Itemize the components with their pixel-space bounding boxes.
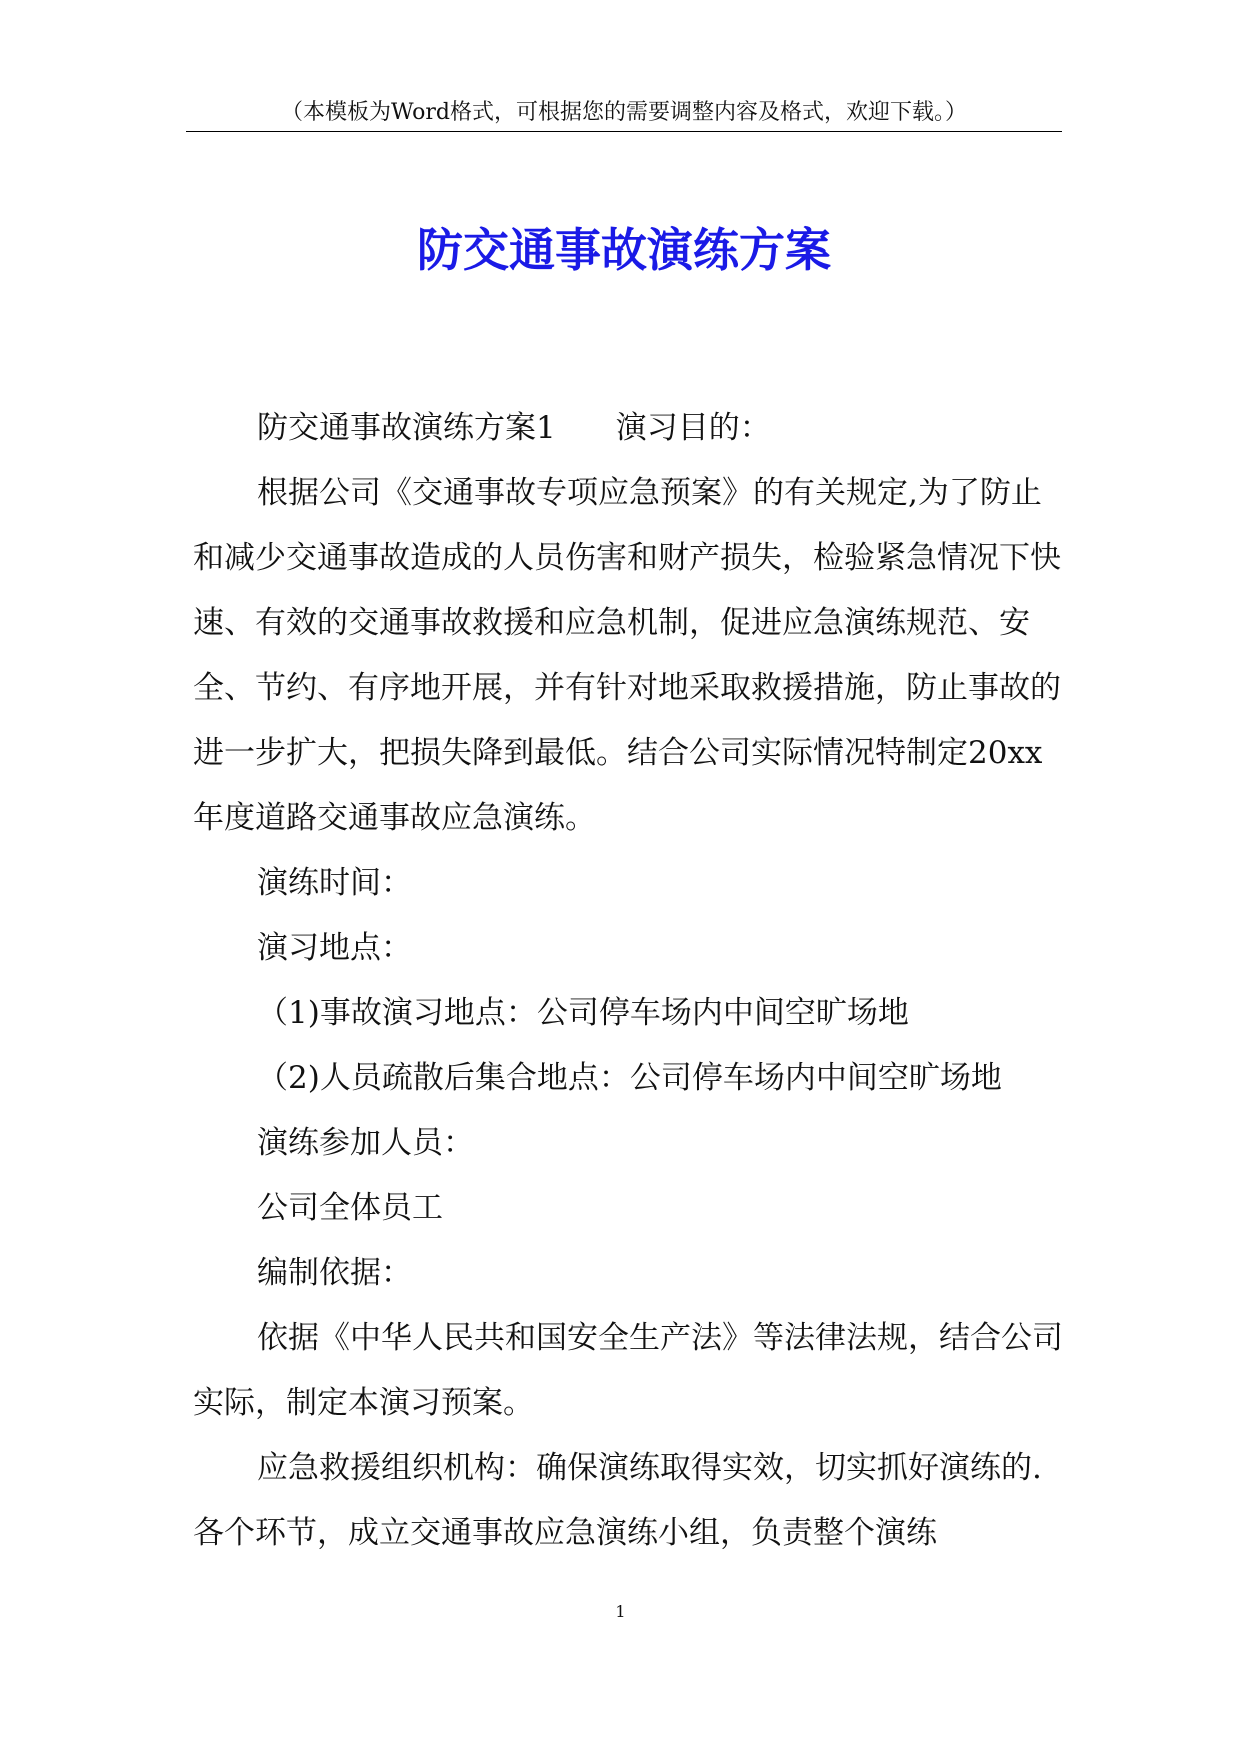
document-title: 防交通事故演练方案: [417, 223, 831, 277]
paragraph-basis-detail: 依据《中华人民共和国安全生产法》等法律法规，结合公司实际，制定本演习预案。: [193, 1320, 1063, 1421]
header-divider: [186, 131, 1062, 132]
paragraph-all-staff: 公司全体员工: [257, 1190, 443, 1226]
document-body: [193, 396, 1063, 1566]
paragraph-organization: 应急救援组织机构：确保演练取得实效，切实抓好演练的.各个环节，成立交通事故应急演练小组，负责整个演练: [193, 1450, 1042, 1551]
section-title: 防交通事故演练方案1: [257, 410, 556, 446]
paragraph-purpose: 根据公司《交通事故专项应急预案》的有关规定,为了防止和减少交通事故造成的人员伤害和财产损失，检验紧急情况下快速、有效的交通事故救援和应急机制，促进应急演练规范、安全、节约、有序地开展，并有针对地采取救援措施，防止事故的进一步扩大，把损失降到最低。结合公司实际情况特制定20xx年度道路交通事故应急演练。: [193, 475, 1061, 836]
paragraph-drill-location: 演习地点：: [257, 930, 412, 966]
paragraph-heading-line: [193, 396, 1063, 461]
list-item-location-2: （2)人员疏散后集合地点：公司停车场内中间空旷场地: [257, 1060, 1002, 1096]
paragraph-drill-time: 演练时间：: [257, 865, 412, 901]
header-note: （本模板为Word格式，可根据您的需要调整内容及格式，欢迎下载。）: [281, 100, 967, 125]
list-item-location-1: （1)事故演习地点：公司停车场内中间空旷场地: [257, 995, 909, 1031]
section-subtitle: 演习目的：: [615, 410, 771, 446]
paragraph-basis: 编制依据：: [257, 1255, 412, 1291]
paragraph-participants: 演练参加人员：: [257, 1125, 474, 1161]
page-number: 1: [615, 1602, 626, 1621]
